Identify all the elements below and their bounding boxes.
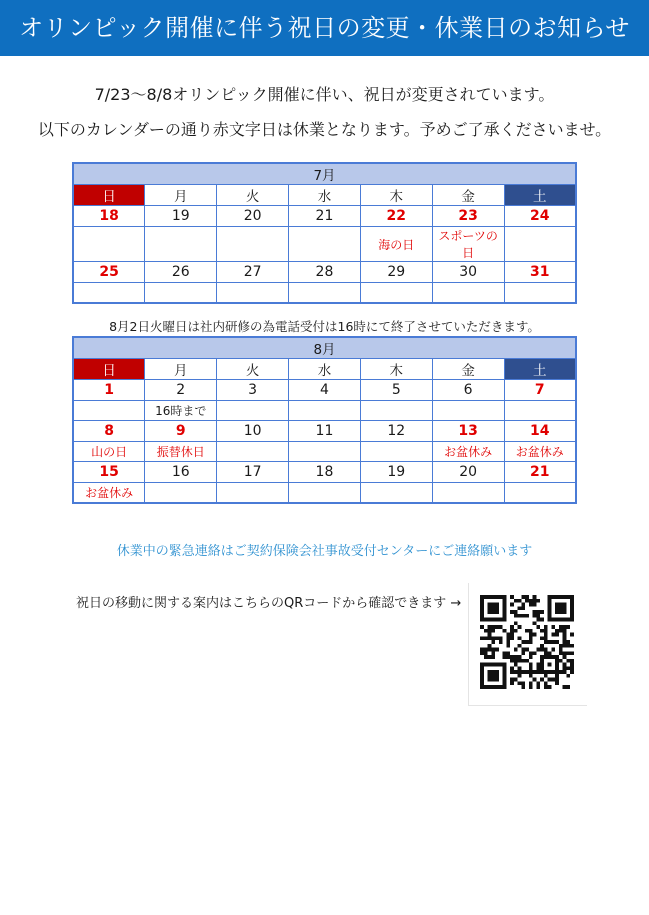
july-day-cell: 20 — [217, 206, 289, 227]
august-day-cell: 13 — [432, 421, 504, 442]
july-day-note — [145, 227, 217, 262]
july-weekday-header: 木 — [360, 185, 432, 206]
july-day-note — [432, 283, 504, 304]
august-day-cell: 11 — [289, 421, 361, 442]
august-weekday-header: 月 — [145, 359, 217, 380]
august-weekday-header: 金 — [432, 359, 504, 380]
august-day-cell: 14 — [504, 421, 576, 442]
august-day-note — [432, 401, 504, 421]
july-day-cell: 29 — [360, 262, 432, 283]
july-day-note — [73, 283, 145, 304]
august-day-note — [73, 401, 145, 421]
august-day-note — [217, 483, 289, 504]
intro-line-2: 以下のカレンダーの通り赤文字日は休業となります。予めご了承くださいませ。 — [37, 120, 612, 139]
august-day-note — [289, 401, 361, 421]
august-day-cell: 18 — [289, 462, 361, 483]
july-calendar — [72, 162, 577, 304]
august-day-cell: 9 — [145, 421, 217, 442]
august-day-cell: 3 — [217, 380, 289, 401]
july-weekday-header: 月 — [145, 185, 217, 206]
july-day-note — [289, 283, 361, 304]
july-day-cell: 19 — [145, 206, 217, 227]
july-day-cell: 26 — [145, 262, 217, 283]
august-day-note — [504, 401, 576, 421]
july-day-note: 海の日 — [360, 227, 432, 262]
august-calendar — [72, 336, 577, 504]
july-weekday-header: 火 — [217, 185, 289, 206]
july-weekday-header: 土 — [504, 185, 576, 206]
qr-code[interactable] — [468, 583, 587, 706]
august-day-cell: 17 — [217, 462, 289, 483]
august-day-note: お盆休み — [504, 442, 576, 462]
july-weekday-header: 水 — [289, 185, 361, 206]
july-weekday-header: 金 — [432, 185, 504, 206]
august-day-note — [504, 483, 576, 504]
august-day-note — [360, 483, 432, 504]
qr-description: 祝日の移動に関する案内はこちらのQRコードから確認できます → — [76, 596, 462, 611]
august-day-cell: 6 — [432, 380, 504, 401]
july-day-note — [504, 227, 576, 262]
emergency-contact-text: 休業中の緊急連絡はご契約保険会社事故受付センターにご連絡願います — [116, 544, 533, 559]
july-month-title: 7月 — [73, 163, 576, 185]
july-weekday-header: 日 — [73, 185, 145, 206]
july-day-note — [73, 227, 145, 262]
july-day-note — [145, 283, 217, 304]
august-day-cell: 19 — [360, 462, 432, 483]
july-day-cell: 24 — [504, 206, 576, 227]
intro-line-1: 7/23～8/8オリンピック開催に伴い、祝日が変更されています。 — [94, 85, 555, 104]
july-day-note — [504, 283, 576, 304]
august-weekday-header: 日 — [73, 359, 145, 380]
july-day-cell: 28 — [289, 262, 361, 283]
august-day-cell: 20 — [432, 462, 504, 483]
july-day-cell: 22 — [360, 206, 432, 227]
august-day-note — [145, 483, 217, 504]
august-day-cell: 1 — [73, 380, 145, 401]
july-day-note — [289, 227, 361, 262]
qr-code-icon — [480, 595, 574, 689]
august-day-cell: 12 — [360, 421, 432, 442]
august-month-title: 8月 — [73, 337, 576, 359]
august-day-note — [289, 483, 361, 504]
page-title: オリンピック開催に伴う祝日の変更・休業日のお知らせ — [0, 0, 649, 56]
august-day-note — [217, 401, 289, 421]
july-day-cell: 25 — [73, 262, 145, 283]
august-day-note: 16時まで — [145, 401, 217, 421]
august-day-cell: 10 — [217, 421, 289, 442]
august-day-note — [360, 442, 432, 462]
july-day-note — [217, 227, 289, 262]
august-weekday-header: 火 — [217, 359, 289, 380]
july-day-cell: 21 — [289, 206, 361, 227]
july-day-cell: 31 — [504, 262, 576, 283]
august-day-note — [217, 442, 289, 462]
july-day-cell: 23 — [432, 206, 504, 227]
august-day-note: お盆休み — [432, 442, 504, 462]
august-weekday-header: 木 — [360, 359, 432, 380]
july-day-note — [360, 283, 432, 304]
july-day-note — [217, 283, 289, 304]
july-day-cell: 30 — [432, 262, 504, 283]
august-day-note: 山の日 — [73, 442, 145, 462]
august-day-note — [360, 401, 432, 421]
august-weekday-header: 土 — [504, 359, 576, 380]
august-day-cell: 5 — [360, 380, 432, 401]
august-day-note — [432, 483, 504, 504]
august-weekday-header: 水 — [289, 359, 361, 380]
august-day-cell: 2 — [145, 380, 217, 401]
august-day-cell: 16 — [145, 462, 217, 483]
august-day-cell: 8 — [73, 421, 145, 442]
august-day-cell: 21 — [504, 462, 576, 483]
july-day-cell: 18 — [73, 206, 145, 227]
july-day-cell: 27 — [217, 262, 289, 283]
august-day-note — [289, 442, 361, 462]
august-note: 8月2日火曜日は社内研修の為電話受付は16時にて終了させていただきます。 — [109, 319, 540, 334]
august-day-note: 振替休日 — [145, 442, 217, 462]
august-day-note: お盆休み — [73, 483, 145, 504]
august-day-cell: 15 — [73, 462, 145, 483]
july-day-note: スポーツの日 — [432, 227, 504, 262]
august-day-cell: 4 — [289, 380, 361, 401]
august-day-cell: 7 — [504, 380, 576, 401]
